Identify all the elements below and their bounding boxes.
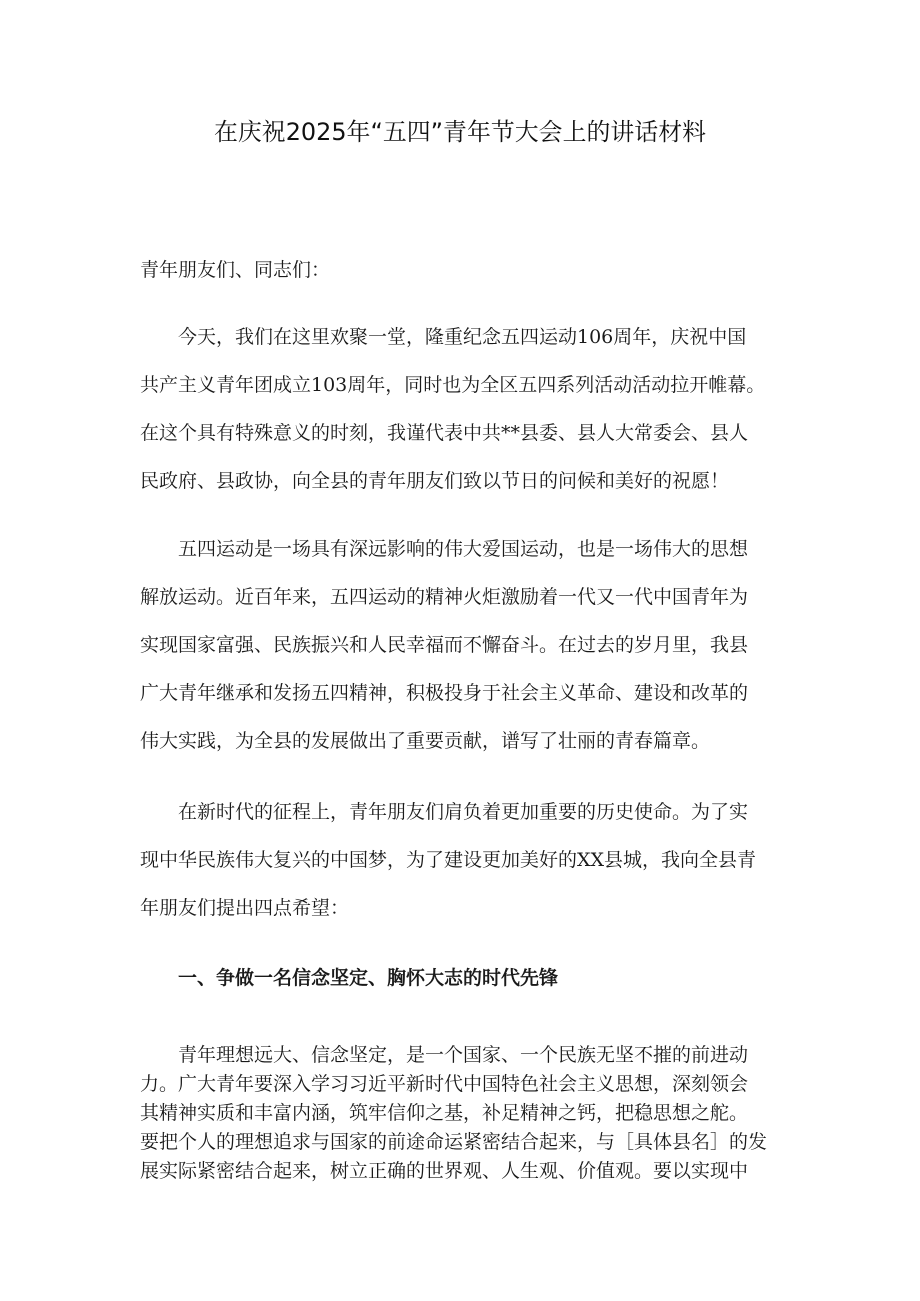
paragraph2-line5: 伟大实践，为全县的发展做出了重要贡献，谱写了壮丽的青春篇章。 bbox=[140, 730, 711, 752]
paragraph1-line4: 民政府、县政协，向全县的青年朋友们致以节日的问候和美好的祝愿！ bbox=[140, 470, 730, 492]
paragraph4-line1: 青年理想远大、信念坚定，是一个国家、一个民族无坚不摧的前进动 bbox=[140, 1044, 749, 1066]
paragraph3-line1: 在新时代的征程上，青年朋友们肩负着更加重要的历史使命。为了实 bbox=[140, 801, 749, 823]
paragraph1-line2: 共产主义青年团成立103周年，同时也为全区五四系列活动活动拉开帷幕。 bbox=[140, 374, 766, 396]
paragraph4-line5: 展实际紧密结合起来，树立正确的世界观、人生观、价值观。要以实现中 bbox=[140, 1160, 749, 1182]
paragraph1-line1: 今天，我们在这里欢聚一堂，隆重纪念五四运动106周年，庆祝中国 bbox=[140, 326, 747, 348]
paragraph4-line4: 要把个人的理想追求与国家的前途命运紧密结合起来，与［具体县名］的发 bbox=[140, 1131, 768, 1153]
paragraph4-line2: 力。广大青年要深入学习习近平新时代中国特色社会主义思想，深刻领会 bbox=[140, 1073, 749, 1095]
greeting: 青年朋友们、同志们： bbox=[140, 259, 331, 281]
paragraph1-line3: 在这个具有特殊意义的时刻，我谨代表中共**县委、县人大常委会、县人 bbox=[140, 422, 749, 444]
paragraph2-line4: 广大青年继承和发扬五四精神，积极投身于社会主义革命、建设和改革的 bbox=[140, 682, 749, 704]
paragraph2-line1: 五四运动是一场具有深远影响的伟大爱国运动，也是一场伟大的思想 bbox=[140, 538, 749, 560]
section-heading-1: 一、争做一名信念坚定、胸怀大志的时代先锋 bbox=[140, 967, 559, 989]
paragraph3-line3: 年朋友们提出四点希望： bbox=[140, 897, 350, 919]
paragraph3-line2: 现中华民族伟大复兴的中国梦，为了建设更加美好的XX县城，我向全县青 bbox=[140, 849, 757, 871]
paragraph4-line3: 其精神实质和丰富内涵，筑牢信仰之基，补足精神之钙，把稳思想之舵。 bbox=[140, 1102, 749, 1124]
document-title: 在庆祝2025年“五四”青年节大会上的讲话材料 bbox=[213, 118, 706, 146]
paragraph2-line2: 解放运动。近百年来，五四运动的精神火炬激励着一代又一代中国青年为 bbox=[140, 586, 749, 608]
paragraph2-line3: 实现国家富强、民族振兴和人民幸福而不懈奋斗。在过去的岁月里，我县 bbox=[140, 634, 749, 656]
